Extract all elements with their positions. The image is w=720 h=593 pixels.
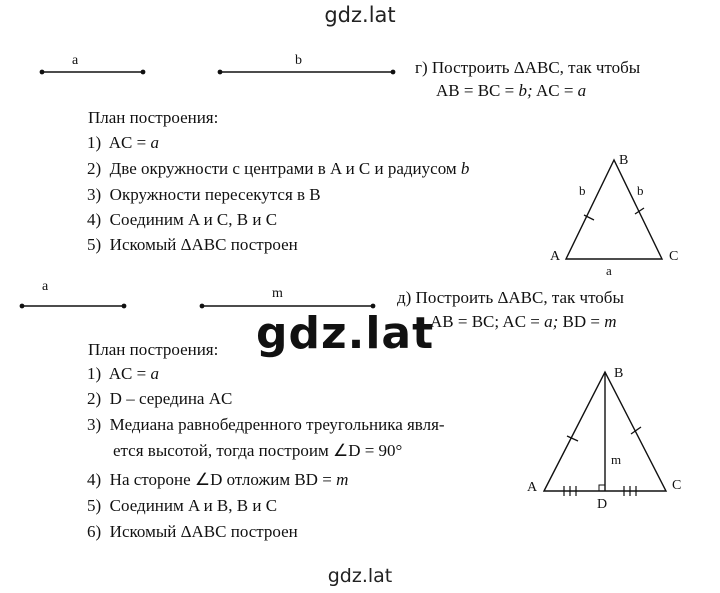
watermark-middle: gdz.lat — [256, 308, 435, 359]
step-d-6: 6) Искомый ΔABC построен — [87, 522, 298, 541]
segment-a-label-d: a — [42, 279, 49, 294]
task-d-line1: д) Построить ΔABC, так чтобы — [397, 288, 624, 307]
triangle-g — [566, 160, 662, 259]
side-label-left-g: b — [579, 183, 586, 198]
vertex-c-g: C — [669, 249, 679, 264]
task-g-line2: AB = BC = b; AC = a — [436, 81, 587, 100]
segment-a-g — [40, 70, 146, 75]
vertex-a-d: A — [527, 480, 538, 495]
segment-m-label-d: m — [272, 286, 283, 301]
vertex-b-d: B — [614, 366, 624, 381]
vertex-c-d: C — [672, 478, 682, 493]
step-g-1: 1) AC = a — [87, 133, 159, 152]
watermark-bottom: gdz.lat — [327, 565, 393, 587]
vertex-b-g: B — [619, 153, 629, 168]
step-g-4: 4) Соединим A и C, B и C — [87, 210, 278, 229]
step-g-2: 2) Две окружности с центрами в A и C и радиусом b — [87, 159, 470, 178]
vertex-d-d: D — [597, 497, 608, 512]
median-label-d: m — [611, 452, 622, 467]
segment-b-g — [218, 70, 396, 75]
step-d-4: 4) На стороне ∠D отложим BD = m — [87, 470, 349, 489]
segment-b-label-g: b — [295, 53, 302, 68]
vertex-a-g: A — [550, 249, 561, 264]
task-d-line2: AB = BC; AC = a; BD = m — [430, 312, 617, 331]
step-d-3: 3) Медиана равнобедренного треугольника явля- — [87, 415, 445, 434]
step-g-5: 5) Искомый ΔABC построен — [87, 235, 298, 254]
watermark-top: gdz.lat — [324, 3, 396, 27]
plan-title-d: План построения: — [88, 340, 219, 359]
step-d-3-continuation: ется высотой, тогда построим ∠D = 90° — [113, 441, 403, 460]
segment-a-label-g: a — [72, 53, 79, 68]
step-d-5: 5) Соединим A и B, B и C — [87, 496, 278, 515]
triangle-d — [544, 372, 666, 496]
segment-a-d — [20, 304, 127, 309]
step-d-2: 2) D – середина AC — [87, 389, 233, 408]
side-label-right-g: b — [637, 183, 644, 198]
base-label-g: a — [606, 263, 612, 278]
task-g-line1: г) Построить ΔABC, так чтобы — [415, 58, 641, 77]
step-g-3: 3) Окружности пересекутся в B — [87, 185, 321, 204]
step-d-1: 1) AC = a — [87, 364, 159, 383]
segment-m-d — [200, 304, 376, 309]
plan-title-g: План построения: — [88, 108, 219, 127]
